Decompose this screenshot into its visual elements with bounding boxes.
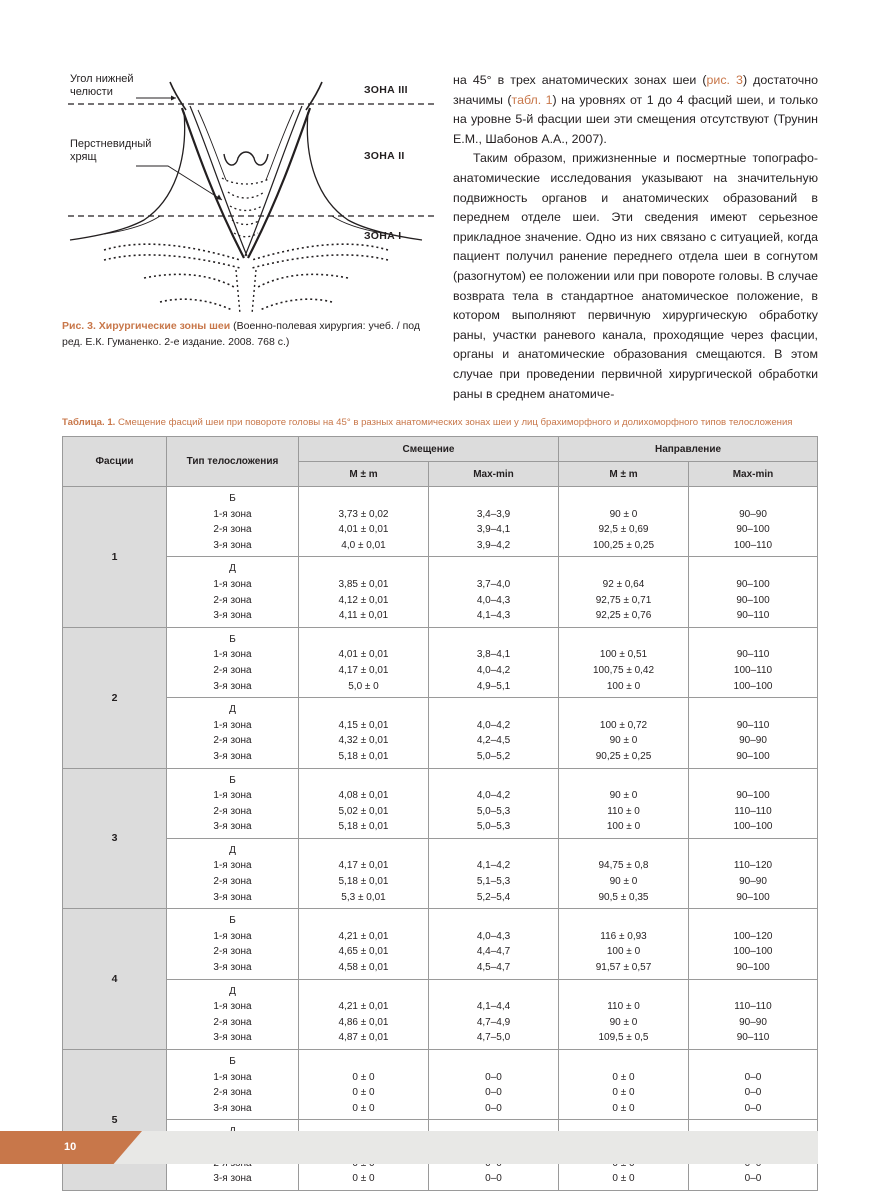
displacement-range-value: 4,5–4,7 — [476, 962, 511, 974]
body-type-cell — [167, 698, 299, 768]
direction-range-value: 100–110 — [733, 539, 773, 551]
spacer — [689, 843, 817, 859]
direction-mean-value: 90 ± 0 — [609, 508, 638, 520]
body-type-letter: Б — [229, 915, 236, 927]
caption-lead: Рис. 3. Хирургические зоны шеи — [62, 320, 231, 332]
displacement-range-cell — [429, 698, 559, 768]
direction-range-value: 0–0 — [744, 1173, 762, 1185]
displacement-range-value: 4,1–4,2 — [476, 860, 511, 872]
displacement-range-value: 3,7–4,0 — [476, 578, 511, 590]
displacement-mean-cell — [299, 487, 429, 557]
direction-range-value: 110–110 — [734, 805, 772, 817]
direction-range-value: 110–110 — [734, 1001, 772, 1013]
zone-label: 1-я зона — [213, 508, 252, 520]
spacer — [689, 491, 817, 507]
direction-mean-value: 90 ± 0 — [609, 735, 638, 747]
zone-label: 3-я зона — [213, 1102, 252, 1114]
zone-label: 3-я зона — [213, 1173, 252, 1185]
body-type-cell — [167, 627, 299, 697]
displacement-mean-cell — [299, 909, 429, 979]
spacer — [559, 984, 688, 1000]
direction-range-cell — [689, 1050, 818, 1120]
displacement-mean-value: 4,21 ± 0,01 — [338, 930, 389, 942]
spacer — [429, 984, 558, 1000]
sternum-outline — [236, 270, 256, 314]
left-clavicle-top — [104, 244, 240, 260]
right-muscle-inner — [245, 106, 302, 256]
displacement-range-value: 3,9–4,1 — [476, 524, 511, 536]
displacement-range-cell — [429, 1050, 559, 1120]
body-type-letter: Д — [229, 844, 236, 856]
displacement-range-value: 5,0–5,3 — [476, 821, 511, 833]
displacement-mean-cell — [299, 768, 429, 838]
displacement-range-value: 5,2–5,4 — [476, 891, 511, 903]
zone-label: 1-я зона — [213, 649, 252, 661]
body-type-cell — [167, 838, 299, 908]
spacer — [299, 632, 428, 648]
neck-zones-figure — [64, 70, 436, 320]
zone-label: 2-я зона — [213, 1016, 252, 1028]
spacer — [559, 913, 688, 929]
zone-label: 1-я зона — [213, 578, 252, 590]
displacement-mean-cell — [299, 627, 429, 697]
direction-range-value: 0–0 — [744, 1071, 762, 1083]
figure-reference-link[interactable]: рис. 3 — [706, 73, 743, 87]
direction-mean-value: 110 ± 0 — [607, 1001, 640, 1013]
fascia-number-cell: 1 — [63, 487, 167, 628]
table-row — [63, 487, 818, 557]
displacement-range-value: 5,0–5,2 — [476, 750, 511, 762]
displacement-mean-value: 0 ± 0 — [352, 1087, 375, 1099]
direction-mean-cell — [559, 838, 689, 908]
displacement-mean-value: 4,0 ± 0,01 — [341, 539, 386, 551]
table-row — [63, 768, 818, 838]
spacer — [689, 913, 817, 929]
displacement-mean-value: 0 ± 0 — [352, 1102, 375, 1114]
zone-3-label: ЗОНА III — [364, 84, 408, 96]
displacement-mean-value: 5,3 ± 0,01 — [341, 891, 386, 903]
zone-label: 3-я зона — [213, 539, 252, 551]
spacer — [429, 632, 558, 648]
spacer — [429, 773, 558, 789]
zone-label: 1-я зона — [213, 860, 252, 872]
displacement-mean-value: 5,02 ± 0,01 — [338, 805, 389, 817]
direction-mean-value: 90 ± 0 — [609, 876, 638, 888]
zone-label: 2-я зона — [213, 805, 252, 817]
displacement-range-cell — [429, 838, 559, 908]
displacement-mean-value: 4,58 ± 0,01 — [338, 962, 389, 974]
left-muscle-outer — [182, 108, 244, 258]
displacement-mean-value: 5,18 ± 0,01 — [338, 876, 389, 888]
direction-mean-cell — [559, 1050, 689, 1120]
displacement-mean-value: 5,0 ± 0 — [348, 680, 379, 692]
header-direction-range: Max-min — [689, 462, 818, 487]
direction-mean-value: 91,57 ± 0,57 — [595, 962, 652, 974]
direction-mean-value: 100 ± 0 — [606, 821, 641, 833]
table-reference-link[interactable]: табл. 1 — [511, 92, 553, 107]
direction-mean-cell — [559, 698, 689, 768]
right-clavicle-bottom — [252, 255, 388, 268]
direction-range-value: 90–90 — [739, 1016, 767, 1028]
spacer — [429, 1054, 558, 1070]
direction-mean-value: 90 ± 0 — [609, 1016, 638, 1028]
body-type-letter: Б — [229, 1056, 236, 1067]
fascia-table-container — [62, 436, 817, 1191]
zone-label: 3-я зона — [213, 750, 252, 762]
body-type-cell — [167, 909, 299, 979]
direction-mean-value: 110 ± 0 — [607, 805, 640, 817]
direction-range-value: 90–110 — [736, 719, 770, 731]
zone-label: 2-я зона — [213, 524, 252, 536]
spacer — [299, 561, 428, 577]
direction-range-cell — [689, 979, 818, 1049]
displacement-range-value: 4,4–4,7 — [476, 946, 511, 958]
displacement-range-value: 4,1–4,4 — [476, 1001, 511, 1013]
displacement-range-value: 4,7–5,0 — [476, 1032, 511, 1044]
displacement-range-value: 3,9–4,2 — [476, 539, 511, 551]
fascia-number-cell: 3 — [63, 768, 167, 909]
spacer — [429, 913, 558, 929]
displacement-mean-value: 3,85 ± 0,01 — [338, 578, 389, 590]
spacer — [299, 491, 428, 507]
displacement-range-value: 4,0–4,3 — [476, 930, 511, 942]
displacement-mean-value: 4,65 ± 0,01 — [338, 946, 389, 958]
hyoid-bone — [224, 152, 268, 165]
direction-mean-cell — [559, 768, 689, 838]
right-clavicle-top — [252, 244, 388, 260]
thyroid-cartilage — [222, 178, 270, 184]
zone-label: 2-я зона — [213, 876, 252, 888]
table-header-row-1 — [63, 437, 818, 462]
spacer — [299, 1054, 428, 1070]
displacement-mean-value: 4,17 ± 0,01 — [338, 860, 389, 872]
displacement-range-value: 4,2–4,5 — [476, 735, 511, 747]
displacement-range-cell — [429, 909, 559, 979]
zone-label: 2-я зона — [213, 594, 252, 606]
direction-range-value: 100–100 — [733, 946, 773, 958]
zone-label: 2-я зона — [213, 946, 252, 958]
spacer — [429, 491, 558, 507]
header-displacement-range: Max-min — [429, 462, 559, 487]
direction-range-value: 100–120 — [733, 930, 773, 942]
direction-range-value: 90–110 — [736, 649, 770, 661]
displacement-mean-value: 3,73 ± 0,02 — [338, 508, 389, 520]
table-row — [63, 698, 818, 768]
table-title — [62, 417, 822, 428]
direction-mean-value: 0 ± 0 — [612, 1071, 635, 1083]
body-type-letter: Б — [229, 493, 236, 504]
spacer — [559, 561, 688, 577]
displacement-mean-value: 5,18 ± 0,01 — [338, 821, 389, 833]
direction-mean-value: 90,5 ± 0,35 — [598, 891, 649, 903]
body-type-letter: Б — [229, 774, 236, 786]
body-text — [453, 71, 818, 404]
displacement-range-value: 4,0–4,2 — [476, 790, 511, 802]
zone-label: 3-я зона — [213, 962, 252, 974]
spacer — [299, 843, 428, 859]
direction-range-cell — [689, 627, 818, 697]
direction-mean-value: 0 ± 0 — [612, 1087, 635, 1099]
table-title-text: Смещение фасций шеи при повороте головы на 45° в разных анатомических зонах шеи у лиц брахиморфного и долихоморфного типов телосложения — [115, 417, 793, 428]
body-type-cell — [167, 979, 299, 1049]
direction-range-value: 0–0 — [744, 1102, 762, 1114]
fascia-table — [62, 436, 818, 1191]
direction-mean-value: 100 ± 0,72 — [599, 719, 648, 731]
direction-range-cell — [689, 557, 818, 627]
zone-label: 3-я зона — [213, 610, 252, 622]
direction-range-value: 90–100 — [736, 790, 770, 802]
spacer — [429, 843, 558, 859]
displacement-mean-value: 4,12 ± 0,01 — [338, 594, 389, 606]
displacement-mean-cell — [299, 838, 429, 908]
fascia-number-cell: 2 — [63, 627, 167, 768]
displacement-range-value: 0–0 — [485, 1071, 502, 1083]
cricoid-cartilage — [228, 192, 264, 198]
spacer — [299, 773, 428, 789]
body-type-letter: Д — [229, 704, 236, 716]
direction-mean-value: 0 ± 0 — [612, 1102, 635, 1114]
left-clavicle-bottom — [104, 255, 240, 268]
spacer — [299, 913, 428, 929]
fascia-number-cell: 4 — [63, 909, 167, 1050]
table-row — [63, 979, 818, 1049]
direction-mean-value: 116 ± 0,93 — [600, 930, 647, 942]
table-row — [63, 557, 818, 627]
direction-range-value: 90–110 — [736, 610, 770, 622]
zone-label: 1-я зона — [213, 1071, 252, 1083]
direction-mean-value: 100 ± 0 — [606, 946, 641, 958]
cricoid-label: Перстневидный хрящ — [70, 138, 152, 163]
table-body — [63, 487, 818, 1191]
displacement-range-value: 4,9–5,1 — [476, 680, 511, 692]
right-first-rib — [256, 274, 348, 288]
direction-mean-value: 92,25 ± 0,76 — [595, 610, 652, 622]
displacement-mean-value: 5,18 ± 0,01 — [338, 750, 389, 762]
direction-range-cell — [689, 909, 818, 979]
body-type-cell — [167, 487, 299, 557]
jaw-right-edge — [306, 82, 322, 110]
direction-range-value: 90–100 — [736, 594, 770, 606]
spacer — [559, 1054, 688, 1070]
direction-range-value: 90–100 — [736, 750, 770, 762]
direction-mean-value: 90,25 ± 0,25 — [595, 750, 652, 762]
displacement-mean-value: 4,86 ± 0,01 — [338, 1016, 389, 1028]
spacer — [429, 561, 558, 577]
left-muscle-fiber — [198, 110, 226, 180]
displacement-range-value: 5,0–5,3 — [476, 805, 511, 817]
spacer — [559, 843, 688, 859]
direction-mean-cell — [559, 557, 689, 627]
direction-range-value: 90–100 — [736, 578, 770, 590]
zone-label: 1-я зона — [213, 790, 252, 802]
zone-label: 3-я зона — [213, 891, 252, 903]
table-row — [63, 909, 818, 979]
neck-illustration — [64, 70, 436, 320]
spacer — [559, 702, 688, 718]
direction-range-value: 100–100 — [733, 821, 773, 833]
displacement-range-cell — [429, 979, 559, 1049]
spacer — [559, 491, 688, 507]
direction-range-cell — [689, 698, 818, 768]
displacement-range-value: 0–0 — [485, 1173, 502, 1185]
direction-mean-value: 100 ± 0,51 — [599, 649, 648, 661]
displacement-range-value: 4,0–4,3 — [476, 594, 511, 606]
right-second-rib — [260, 299, 332, 310]
direction-mean-value: 90 ± 0 — [609, 790, 638, 802]
displacement-mean-cell — [299, 557, 429, 627]
direction-range-value: 90–90 — [739, 876, 767, 888]
zone-label: 2-я зона — [213, 1087, 252, 1099]
spacer — [689, 773, 817, 789]
left-neck-side — [70, 112, 185, 240]
displacement-range-value: 3,8–4,1 — [476, 649, 511, 661]
zone-2-label: ЗОНА II — [364, 150, 405, 162]
displacement-mean-value: 0 ± 0 — [352, 1071, 375, 1083]
direction-mean-value: 100,75 ± 0,42 — [592, 664, 655, 676]
spacer — [299, 984, 428, 1000]
caption-source: (Военно-полевая хирургия: учеб. / под ред. Е.К. Гуманенко. 2-е издание. 2008. 768 с.) — [62, 320, 420, 348]
table-row — [63, 838, 818, 908]
figure-caption — [62, 318, 442, 350]
displacement-mean-value: 4,17 ± 0,01 — [338, 664, 389, 676]
displacement-mean-value: 4,87 ± 0,01 — [338, 1032, 389, 1044]
spacer — [299, 702, 428, 718]
tracheal-ring-2 — [232, 220, 260, 225]
displacement-range-value: 4,0–4,2 — [476, 664, 511, 676]
jaw-left-edge — [170, 82, 186, 110]
header-direction: Направление — [559, 437, 818, 462]
body-type-letter: Д — [229, 563, 236, 575]
displacement-mean-cell — [299, 1050, 429, 1120]
direction-range-value: 90–100 — [736, 524, 770, 536]
zone-label: 3-я зона — [213, 821, 252, 833]
displacement-range-value: 4,7–4,9 — [476, 1016, 511, 1028]
direction-mean-value: 92 ± 0,64 — [602, 578, 645, 590]
zone-label: 1-я зона — [213, 930, 252, 942]
displacement-range-value: 0–0 — [485, 1087, 502, 1099]
zone-label: 1-я зона — [213, 1001, 252, 1013]
displacement-mean-cell — [299, 698, 429, 768]
direction-range-value: 90–110 — [736, 1032, 770, 1044]
direction-mean-cell — [559, 909, 689, 979]
spacer — [429, 702, 558, 718]
body-type-letter: Б — [229, 633, 236, 645]
displacement-range-value: 4,1–4,3 — [476, 610, 511, 622]
jaw-angle-label: Угол нижней челюсти — [70, 73, 134, 98]
displacement-range-cell — [429, 557, 559, 627]
spacer — [689, 702, 817, 718]
paragraph-2: Таким образом, прижизненные и посмертные топографо-анатомические исследования указывают на значительную подвижность органов и анатомических образований в переднем отделе шеи. Эти сведения имеют серьезное прикладное значение. Одно из них связано с ситуацией, когда пациент получил ранение переднего отдела шеи в согнутом (разогнутом) ее положении или при повороте головы. В случае возврата тела в стандартное анатомическое положение, в котором выполняют первичную хирургическую обработку раны, участки раневого канала, проходящие через фасции, органы и анатомические образования смещаются. В этом случае при проведении первичной хирургической обработки раны в среднем анатомиче- — [453, 151, 818, 401]
spacer — [689, 1054, 817, 1070]
displacement-mean-value: 4,32 ± 0,01 — [338, 735, 389, 747]
direction-mean-value: 92,5 ± 0,69 — [598, 524, 649, 536]
zone-label: 2-я зона — [213, 735, 252, 747]
direction-mean-value: 109,5 ± 0,5 — [598, 1032, 649, 1044]
direction-range-value: 100–110 — [733, 664, 773, 676]
body-type-cell — [167, 557, 299, 627]
body-type-letter: Д — [229, 985, 236, 997]
direction-range-value: 0–0 — [744, 1087, 762, 1099]
displacement-range-value: 3,4–3,9 — [476, 508, 511, 520]
header-direction-mean: М ± m — [559, 462, 689, 487]
direction-range-cell — [689, 768, 818, 838]
displacement-mean-value: 4,11 ± 0,01 — [338, 610, 389, 622]
jaw-arrowhead — [171, 96, 176, 101]
spacer — [689, 632, 817, 648]
table-row — [63, 627, 818, 697]
tracheal-ring-1 — [230, 206, 262, 211]
zone-label: 3-я зона — [213, 1032, 252, 1044]
direction-range-value: 110–120 — [733, 860, 773, 872]
fascia-number-cell: 5 — [63, 1050, 167, 1191]
left-first-rib — [144, 274, 236, 288]
direction-range-cell — [689, 838, 818, 908]
displacement-mean-value: 4,15 ± 0,01 — [338, 719, 389, 731]
spacer — [689, 984, 817, 1000]
displacement-range-value: 0–0 — [485, 1102, 502, 1114]
spacer — [559, 632, 688, 648]
header-fascia: Фасции — [63, 437, 167, 487]
header-body-type: Тип телосложения — [167, 437, 299, 487]
direction-range-value: 90–90 — [739, 735, 767, 747]
body-type-cell — [167, 768, 299, 838]
page-number: 10 — [64, 1141, 77, 1153]
displacement-mean-cell — [299, 979, 429, 1049]
right-neck-side — [307, 112, 422, 240]
direction-range-value: 90–90 — [739, 508, 767, 520]
spacer — [689, 561, 817, 577]
header-displacement-mean: М ± m — [299, 462, 429, 487]
body-type-cell — [167, 1050, 299, 1120]
displacement-mean-value: 4,01 ± 0,01 — [338, 649, 389, 661]
displacement-range-cell — [429, 768, 559, 838]
left-second-rib — [160, 299, 232, 310]
direction-range-value: 90–100 — [736, 962, 770, 974]
displacement-range-value: 4,0–4,2 — [476, 719, 511, 731]
paragraph-1: на 45° в трех анатомических зонах шеи (рис. 3) достаточно значимы (табл. 1) на уровнях от 1 до 4 фасций шеи, и только на уровне 5-й фасции шеи эти смещения отсутствуют (Трунин Е.М., Шабонов А.А., 2007). — [453, 73, 818, 146]
zone-label: 2-я зона — [213, 664, 252, 676]
zone-label: 3-я зона — [213, 680, 252, 692]
direction-mean-value: 0 ± 0 — [612, 1173, 635, 1185]
direction-mean-value: 100 ± 0 — [606, 680, 641, 692]
direction-mean-cell — [559, 627, 689, 697]
displacement-range-cell — [429, 487, 559, 557]
direction-range-cell — [689, 487, 818, 557]
displacement-mean-value: 0 ± 0 — [352, 1173, 375, 1185]
table-title-lead: Таблица. 1. — [62, 417, 116, 428]
direction-mean-cell — [559, 979, 689, 1049]
right-muscle-fiber — [266, 110, 294, 180]
header-displacement: Смещение — [299, 437, 559, 462]
left-muscle-inner — [190, 106, 247, 256]
direction-mean-value: 100,25 ± 0,25 — [592, 539, 655, 551]
table-row — [63, 1050, 818, 1120]
displacement-range-value: 5,1–5,3 — [476, 876, 511, 888]
zone-label: 1-я зона — [213, 719, 252, 731]
direction-range-value: 100–100 — [733, 680, 773, 692]
direction-range-value: 90–100 — [736, 891, 770, 903]
direction-mean-cell — [559, 487, 689, 557]
displacement-mean-value: 4,01 ± 0,01 — [338, 524, 389, 536]
zone-1-label: ЗОНА I — [364, 230, 402, 242]
displacement-mean-value: 4,08 ± 0,01 — [338, 790, 389, 802]
displacement-mean-value: 4,21 ± 0,01 — [338, 1001, 389, 1013]
direction-mean-value: 94,75 ± 0,8 — [598, 860, 649, 872]
displacement-range-cell — [429, 627, 559, 697]
spacer — [559, 773, 688, 789]
direction-mean-value: 92,75 ± 0,71 — [595, 594, 652, 606]
